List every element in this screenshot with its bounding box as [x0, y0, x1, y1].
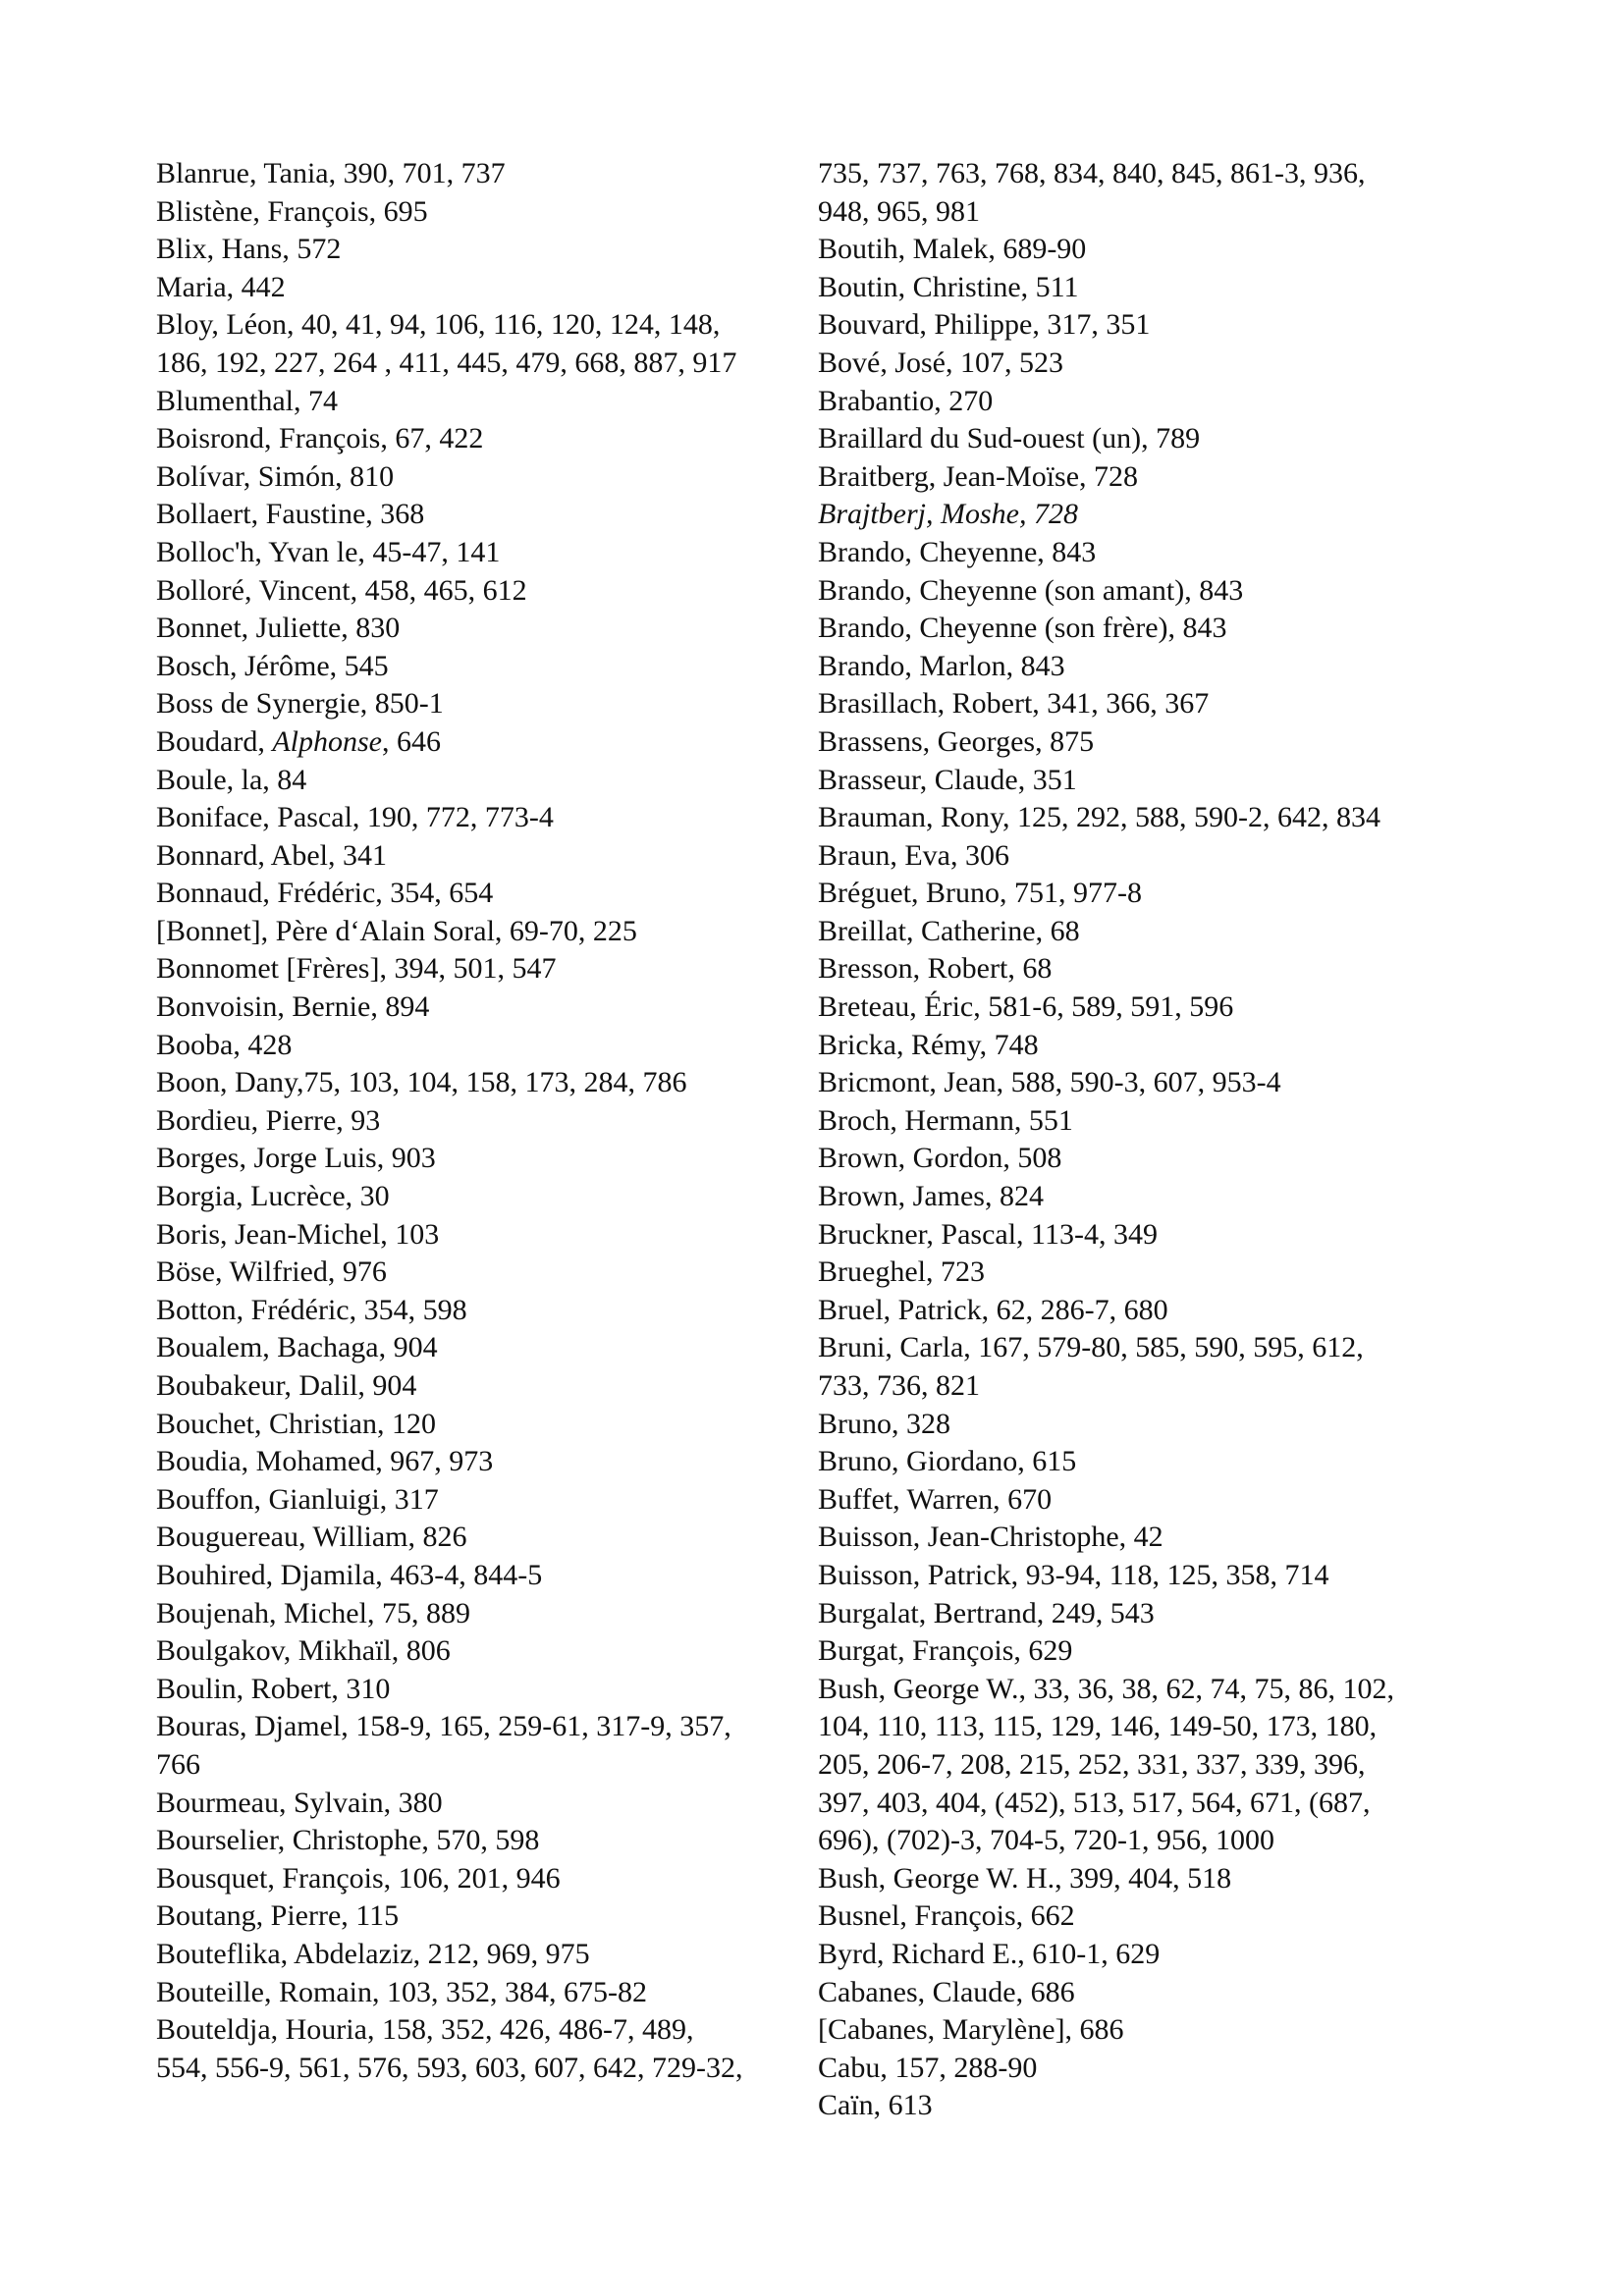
- index-entry: Booba, 428: [156, 1028, 293, 1061]
- index-entry: Blanrue, Tania, 390, 701, 737: [156, 157, 506, 189]
- index-entry: Borgia, Lucrèce, 30: [156, 1180, 390, 1213]
- index-entry: [Cabanes, Marylène], 686: [818, 2013, 1124, 2047]
- index-entry: Cabanes, Claude, 686: [818, 1975, 1075, 2008]
- index-entry: 186, 192, 227, 264 , 411, 445, 479, 668, 887, 917: [156, 346, 737, 379]
- index-entry: Brando, Marlon, 843: [818, 649, 1065, 682]
- index-entry: [Bonnet], Père d‘Alain Soral, 69-70, 225: [156, 914, 637, 947]
- index-entry: Bouhired, Djamila, 463-4, 844-5: [156, 1558, 543, 1591]
- index-entry: Bourselier, Christophe, 570, 598: [156, 1824, 540, 1857]
- index-column-left: [156, 155, 814, 2087]
- index-entry: Bonvoisin, Bernie, 894: [156, 990, 430, 1024]
- index-entry: Boudia, Mohamed, 967, 973: [156, 1445, 494, 1478]
- index-entry: 735, 737, 763, 768, 834, 840, 845, 861-3, 936,: [818, 157, 1366, 189]
- index-entry: Bollaert, Faustine, 368: [156, 498, 425, 531]
- index-entry: Braun, Eva, 306: [818, 838, 1009, 872]
- index-entry: Breillat, Catherine, 68: [818, 914, 1080, 947]
- index-entry: Bouchet, Christian, 120: [156, 1407, 436, 1440]
- index-entry: Breteau, Éric, 581-6, 589, 591, 596: [818, 990, 1234, 1024]
- index-entry: Bricka, Rémy, 748: [818, 1028, 1039, 1061]
- index-entry: Burgat, François, 629: [818, 1634, 1073, 1668]
- index-entry: Bonnet, Juliette, 830: [156, 612, 401, 645]
- index-entry: 948, 965, 981: [818, 194, 980, 228]
- index-entry: Bricmont, Jean, 588, 590-3, 607, 953-4: [818, 1066, 1281, 1099]
- index-entry: Boujenah, Michel, 75, 889: [156, 1596, 470, 1629]
- index-entry: Bruno, 328: [818, 1407, 950, 1440]
- index-entry: Boualem, Bachaga, 904: [156, 1331, 438, 1364]
- index-entry: Bresson, Robert, 68: [818, 952, 1053, 986]
- index-entry: Blumenthal, 74: [156, 384, 338, 417]
- index-entry: Boisrond, François, 67, 422: [156, 422, 484, 455]
- index-entry: Bonnard, Abel, 341: [156, 838, 387, 872]
- index-entry: Boutang, Pierre, 115: [156, 1899, 400, 1933]
- index-entry: Busnel, François, 662: [818, 1899, 1075, 1933]
- index-entry: Bolloré, Vincent, 458, 465, 612: [156, 573, 527, 607]
- index-entry: Boutin, Christine, 511: [818, 270, 1079, 303]
- index-entry: Bouteflika, Abdelaziz, 212, 969, 975: [156, 1937, 590, 1970]
- index-entry: Maria, 442: [156, 270, 286, 303]
- index-entry: Braillard du Sud-ouest (un), 789: [818, 422, 1201, 455]
- index-entry: Brassens, Georges, 875: [818, 724, 1095, 758]
- index-entry: Broch, Hermann, 551: [818, 1103, 1073, 1137]
- index-entry: Bouteille, Romain, 103, 352, 384, 675-82: [156, 1975, 647, 2008]
- index-entry: 554, 556-9, 561, 576, 593, 603, 607, 642, 729-32,: [156, 2051, 743, 2084]
- index-entry: [156, 723, 814, 762]
- index-entry: Borges, Jorge Luis, 903: [156, 1142, 436, 1175]
- index-entry: Buffet, Warren, 670: [818, 1482, 1053, 1516]
- index-entry: Boulin, Robert, 310: [156, 1672, 391, 1705]
- index-entry: 766: [156, 1747, 200, 1781]
- index-entry: Boulgakov, Mikhaïl, 806: [156, 1634, 451, 1668]
- index-entry: Bruno, Giordano, 615: [818, 1445, 1077, 1478]
- index-entry: 733, 736, 821: [818, 1369, 980, 1402]
- index-entry: Bosch, Jérôme, 545: [156, 649, 389, 682]
- index-entry-part: Alphonse: [272, 724, 382, 758]
- index-entry: 104, 110, 113, 115, 129, 146, 149-50, 173, 180,: [818, 1710, 1378, 1743]
- index-entry: Buisson, Patrick, 93-94, 118, 125, 358, 714: [818, 1558, 1329, 1591]
- index-entry: Boubakeur, Dalil, 904: [156, 1369, 417, 1402]
- index-entry: Brando, Cheyenne, 843: [818, 535, 1097, 568]
- index-entry: Bouffon, Gianluigi, 317: [156, 1482, 439, 1516]
- index-entry: Brando, Cheyenne (son frère), 843: [818, 612, 1227, 645]
- index-entry: Bordieu, Pierre, 93: [156, 1103, 381, 1137]
- index-entry: Brown, Gordon, 508: [818, 1142, 1062, 1175]
- index-entry: Boule, la, 84: [156, 763, 307, 796]
- index-entry: Boris, Jean-Michel, 103: [156, 1217, 440, 1251]
- index-entry: Brown, James, 824: [818, 1180, 1044, 1213]
- index-entry: Caïn, 613: [818, 2089, 933, 2122]
- index-entry: Bruni, Carla, 167, 579-80, 585, 590, 595, 612,: [818, 1331, 1364, 1364]
- index-entry: Bourmeau, Sylvain, 380: [156, 1786, 443, 1819]
- index-entry-part: Brajtberj, Moshe, 728: [818, 498, 1078, 531]
- index-entry: Bush, George W. H., 399, 404, 518: [818, 1861, 1232, 1895]
- index-entry: 397, 403, 404, (452), 513, 517, 564, 671, (687,: [818, 1786, 1371, 1819]
- index-entry: Braitberg, Jean-Moïse, 728: [818, 459, 1139, 493]
- index-entry: Brasillach, Robert, 341, 366, 367: [818, 687, 1210, 721]
- index-entry: Bouvard, Philippe, 317, 351: [818, 308, 1151, 342]
- index-entry: Bruckner, Pascal, 113-4, 349: [818, 1217, 1158, 1251]
- index-entry: Bouguereau, William, 826: [156, 1521, 467, 1554]
- index-entry: 205, 206-7, 208, 215, 252, 331, 337, 339, 396,: [818, 1747, 1366, 1781]
- index-entry: Blix, Hans, 572: [156, 233, 342, 266]
- index-entry: Boss de Synergie, 850-1: [156, 687, 444, 721]
- index-entry: Böse, Wilfried, 976: [156, 1255, 387, 1289]
- index-entry: 696), (702)-3, 704-5, 720-1, 956, 1000: [818, 1824, 1274, 1857]
- index-entry: Bové, José, 107, 523: [818, 346, 1063, 379]
- index-entry: Boon, Dany,75, 103, 104, 158, 173, 284, 786: [156, 1066, 687, 1099]
- index-entry: Byrd, Richard E., 610-1, 629: [818, 1937, 1161, 1970]
- index-entry: Boniface, Pascal, 190, 772, 773-4: [156, 801, 554, 834]
- index-entry: Bonnaud, Frédéric, 354, 654: [156, 877, 494, 910]
- index-entry: Brasseur, Claude, 351: [818, 763, 1077, 796]
- index-entry-part: Boudard,: [156, 724, 273, 758]
- index-entry: Brando, Cheyenne (son amant), 843: [818, 573, 1244, 607]
- index-entry: Bouteldja, Houria, 158, 352, 426, 486-7, 489,: [156, 2013, 694, 2047]
- index-entry: Bolloc'h, Yvan le, 45-47, 141: [156, 535, 501, 568]
- index-entry: Bolívar, Simón, 810: [156, 459, 395, 493]
- index-entry: Bruel, Patrick, 62, 286-7, 680: [818, 1293, 1168, 1326]
- index-entry: Cabu, 157, 288-90: [818, 2051, 1038, 2084]
- index-entry: Buisson, Jean-Christophe, 42: [818, 1521, 1163, 1554]
- index-entry: Brueghel, 723: [818, 1255, 985, 1289]
- index-entry: Bloy, Léon, 40, 41, 94, 106, 116, 120, 124, 148,: [156, 308, 721, 342]
- index-column-right: [818, 155, 1505, 2125]
- index-entry: Bouras, Djamel, 158-9, 165, 259-61, 317-9, 357,: [156, 1710, 731, 1743]
- index-entry: Bush, George W., 33, 36, 38, 62, 74, 75, 86, 102,: [818, 1672, 1394, 1705]
- index-entry: Boutih, Malek, 689-90: [818, 233, 1087, 266]
- index-entry-part: , 646: [381, 724, 441, 758]
- index-entry: Bréguet, Bruno, 751, 977-8: [818, 877, 1142, 910]
- index-entry: Brauman, Rony, 125, 292, 588, 590-2, 642, 834: [818, 801, 1381, 834]
- index-entry: Botton, Frédéric, 354, 598: [156, 1293, 467, 1326]
- index-entry: [818, 496, 1505, 534]
- index-entry: Burgalat, Bertrand, 249, 543: [818, 1596, 1155, 1629]
- index-entry: Bonnomet [Frères], 394, 501, 547: [156, 952, 557, 986]
- index-entry: Brabantio, 270: [818, 384, 994, 417]
- index-entry: Blistène, François, 695: [156, 194, 428, 228]
- index-entry: Bousquet, François, 106, 201, 946: [156, 1861, 561, 1895]
